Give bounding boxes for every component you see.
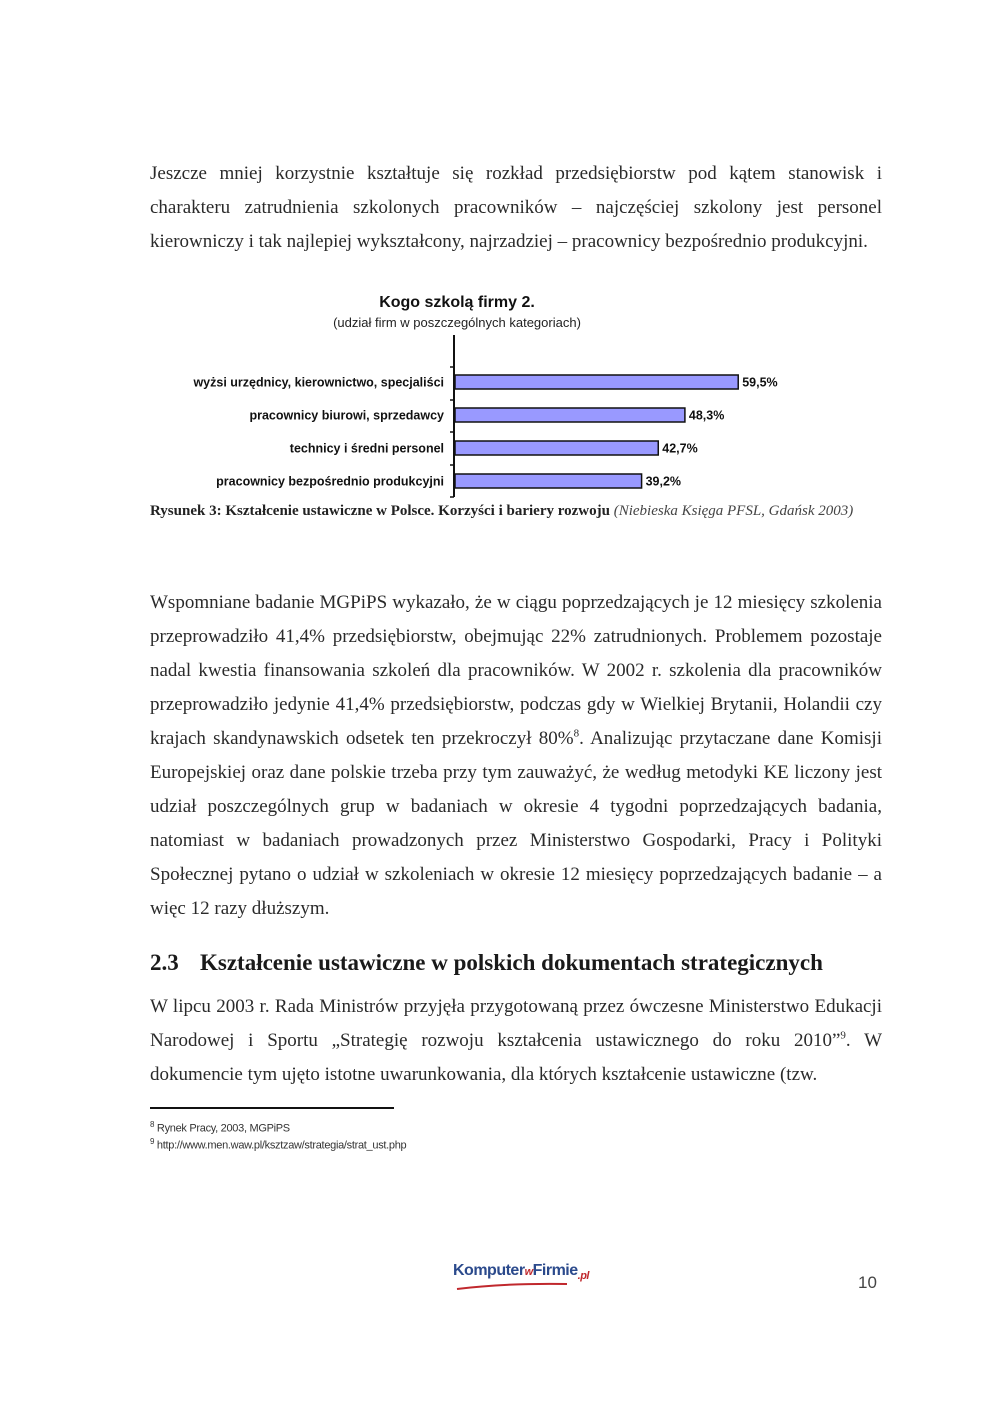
- value-label: 42,7%: [662, 441, 698, 456]
- logo-swoosh-icon: [455, 1281, 575, 1291]
- value-label: 39,2%: [645, 474, 682, 489]
- section-title: Kształcenie ustawiczne w polskich dokumentach strategicznych: [200, 950, 823, 975]
- footnote-9: [150, 1137, 406, 1152]
- chart-subtitle: (udział firm w poszczególnych kategoriach): [333, 315, 581, 330]
- footnote-ref-8[interactable]: 8: [573, 727, 580, 740]
- logo-text-main: Komputer: [453, 1262, 525, 1279]
- footnote-link[interactable]: http://www.men.waw.pl/ksztzaw/strategia/strat_ust.php: [156, 1139, 407, 1152]
- footnote-mark: 8: [150, 1120, 155, 1129]
- logo-text-second: Firmie: [532, 1262, 578, 1279]
- body-text-1: Wspomniane badanie MGPiPS wykazało, że w ciągu poprzedzających je 12 miesięcy szkolenia przeprowadziło 41,4% przedsiębiorstw, obejmując 22% zatrudnionych. Problemem pozostaje nadal kwestia finansowania szkoleń dla pracowników. W 2002 r. szkolenia dla pracowników przeprowadziło jedynie 41,4% przedsiębiorstw, podczas gdy w Wielkiej Brytanii, Holandii czy krajach skandynawskich odsetek ten przekroczył 80%: [150, 592, 882, 749]
- section-text-1: W lipcu 2003 r. Rada Ministrów przyjęła przygotowaną przez ówczesne Ministerstwo Edukacji Narodowej i Sportu „Strategię rozwoju kształcenia ustawicznego do roku 2010”: [150, 996, 882, 1051]
- logo-text-suffix: .pl: [577, 1270, 589, 1282]
- footnote-ref-9[interactable]: 9: [840, 1029, 846, 1042]
- footnote-separator: [150, 1107, 394, 1109]
- footnote-text: Rynek Pracy, 2003, MGPiPS: [156, 1122, 290, 1135]
- bar: [455, 441, 658, 455]
- bar: [455, 474, 642, 488]
- footnote-8: [150, 1120, 290, 1135]
- bars-group: [192, 375, 777, 489]
- category-label: wyżsi urzędnicy, kierownictwo, specjaliści: [193, 375, 444, 390]
- body-text-2: . Analizując przytaczane dane Komisji Europejskiej oraz dane polskie trzeba przy tym zauważyć, że według metodyki KE liczony jest udział poszczególnych grup w badaniach w okresie 4 tygodni poprzedzających badania, natomiast w badaniach prowadzonych przez Ministerstwo Gospodarki, Pracy i Polityki Społecznej pytano o udział w szkoleniach w okresie 12 miesięcy poprzedzających badanie – a więc 12 razy dłuższym.: [150, 728, 882, 919]
- value-label: 59,5%: [742, 375, 778, 390]
- section-number: 2.3: [150, 950, 179, 975]
- category-label: pracownicy biurowi, sprzedawcy: [249, 408, 444, 423]
- footnote-mark: 9: [150, 1137, 155, 1146]
- section-heading: [150, 950, 890, 976]
- logo-text-w: w: [524, 1266, 533, 1278]
- figure-caption-source: (Niebieska Księga PFSL, Gdańsk 2003): [613, 503, 854, 519]
- category-label: pracownicy bezpośrednio produkcyjni: [216, 474, 444, 489]
- body-paragraph: [150, 586, 882, 926]
- page-number: 10: [858, 1273, 877, 1292]
- section-paragraph: [150, 990, 882, 1092]
- figure-caption-label: Rysunek 3: Kształcenie ustawiczne w Polsce. Korzyści i bariery rozwoju: [150, 503, 610, 519]
- value-label: 48,3%: [688, 408, 725, 423]
- section-text-2: . W dokumencie tym ujęto istotne uwarunkowania, dla których kształcenie ustawiczne (tzw.: [150, 1030, 882, 1085]
- category-label: technicy i średni personel: [289, 441, 444, 456]
- chart-title: Kogo szkolą firmy 2.: [379, 294, 535, 311]
- figure-caption: [150, 502, 885, 520]
- intro-paragraph: Jeszcze mniej korzystnie kształtuje się rozkład przedsiębiorstw pod kątem stanowisk i charakteru zatrudnienia szkolonych pracowników – najczęściej szkolony jest personel kierowniczy i tak najlepiej wykształcony, najrzadziej – pracownicy bezpośrednio produkcyjni.: [150, 163, 882, 252]
- bar: [455, 375, 738, 389]
- bar: [455, 408, 685, 422]
- bar-chart: [140, 285, 890, 510]
- komputerwfirmie-logo: [453, 1262, 589, 1282]
